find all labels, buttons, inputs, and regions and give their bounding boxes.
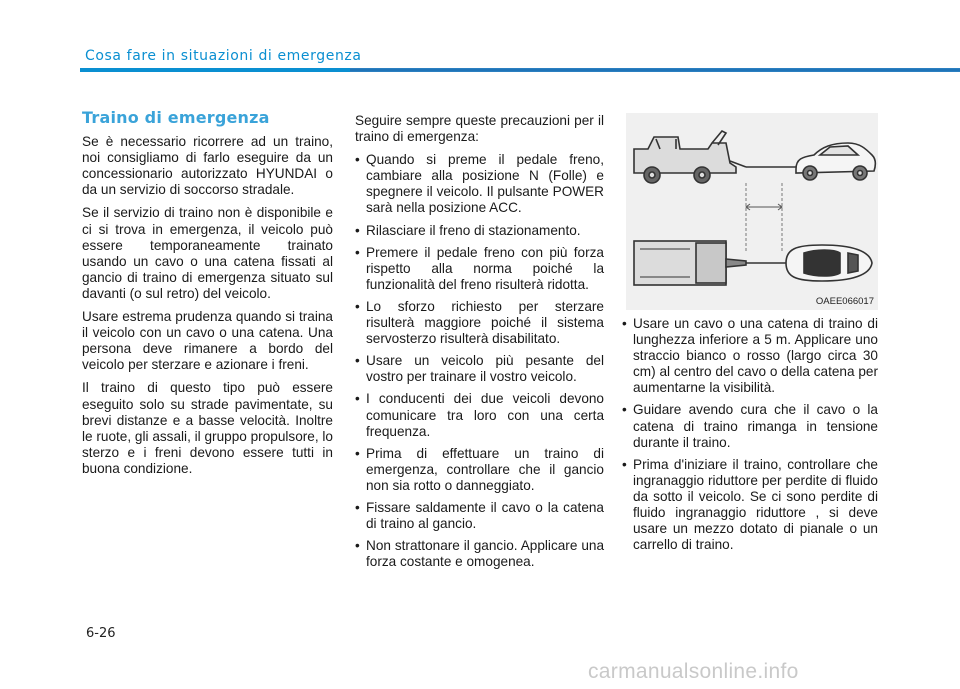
list-item: • Usare un veicolo più pesante del vostro per trainare il vostro veicolo.: [355, 353, 604, 385]
list-item: • Guidare avendo cura che il cavo o la catena di traino rimanga in tensione durante il traino.: [622, 402, 878, 450]
list-item: • Rilasciare il freno di stazionamento.: [355, 223, 604, 239]
paragraph: Se il servizio di traino non è disponibile e ci si trova in emergenza, il veicolo può essere temporaneamente trainato usando un cavo o una catena fissati al gancio di traino di emergenza situato sul davanti (o sul retro) del veicolo.: [82, 205, 333, 301]
tow-truck-top-icon: [634, 241, 746, 285]
towing-diagram: [626, 113, 878, 310]
header-rule: [80, 68, 960, 72]
column-middle: [355, 113, 604, 576]
watermark: carmanualsonline.info: [588, 660, 799, 683]
page-number: 6-26: [86, 626, 116, 641]
section-title: Traino di emergenza: [82, 108, 270, 127]
paragraph: Il traino di questo tipo può essere eseguito solo su strade pavimentate, su brevi distanze e a basse velocità. Inoltre le ruote, gli assali, il gruppo propulsore, lo sterzo e i freni devono essere tutti in buona condizione.: [82, 380, 333, 476]
towing-illustration: [626, 113, 878, 310]
list-item: • Premere il pedale freno con più forza rispetto alla norma poiché la funzionalità del freno risulterà ridotta.: [355, 245, 604, 293]
precautions-list: [355, 152, 604, 570]
column-left: [82, 110, 333, 484]
list-item: • Non strattonare il gancio. Applicare una forza costante e omogenea.: [355, 538, 604, 570]
list-item: • Lo sforzo richiesto per sterzare risulterà maggiore poiché il sistema servosterzo risulterà disabilitato.: [355, 299, 604, 347]
list-item: • Quando si preme il pedale freno, cambiare alla posizione N (Folle) e spegnere il veicolo. Il pulsante POWER sarà nella posizione ACC.: [355, 152, 604, 216]
list-item: • Prima di effettuare un traino di emergenza, controllare che il gancio non sia rotto o danneggiato.: [355, 446, 604, 494]
paragraph: Se è necessario ricorrere ad un traino, noi consigliamo di farlo eseguire da un concessionario autorizzato HYUNDAI o da un servizio di soccorso stradale.: [82, 134, 333, 198]
list-item: • Usare un cavo o una catena di traino di lunghezza inferiore a 5 m. Applicare uno straccio bianco o rosso (largo circa 30 cm) al centro del cavo o della catena per aumentarne la visibilità.: [622, 316, 878, 396]
tow-truck-side-icon: [634, 131, 746, 183]
list-item: • Prima d'iniziare il traino, controllare che ingranaggio riduttore per perdite di fluido da sotto il veicolo. Se ci sono perdite di fluido ingranaggio riduttore , si deve usare un mezzo dotato di pianale o un carrello di traino.: [622, 457, 878, 554]
precautions-intro: Seguire sempre queste precauzioni per il traino di emergenza:: [355, 113, 604, 145]
car-top-icon: [786, 245, 872, 281]
list-item: • Fissare saldamente il cavo o la catena di traino al gancio.: [355, 500, 604, 532]
distance-arrow: [746, 204, 782, 210]
paragraph: Usare estrema prudenza quando si traina il veicolo con un cavo o una catena. Una persona deve rimanere a bordo del veicolo per sterzare e azionare i freni.: [82, 309, 333, 373]
figure-code: OAEE066017: [815, 296, 874, 307]
column-right: [622, 316, 878, 559]
precautions-list-continued: [622, 316, 878, 553]
car-side-icon: [796, 143, 875, 180]
list-item: • I conducenti dei due veicoli devono comunicare tra loro con una certa frequenza.: [355, 391, 604, 439]
distance-markers: [746, 183, 782, 253]
chapter-title: Cosa fare in situazioni di emergenza: [85, 48, 362, 64]
